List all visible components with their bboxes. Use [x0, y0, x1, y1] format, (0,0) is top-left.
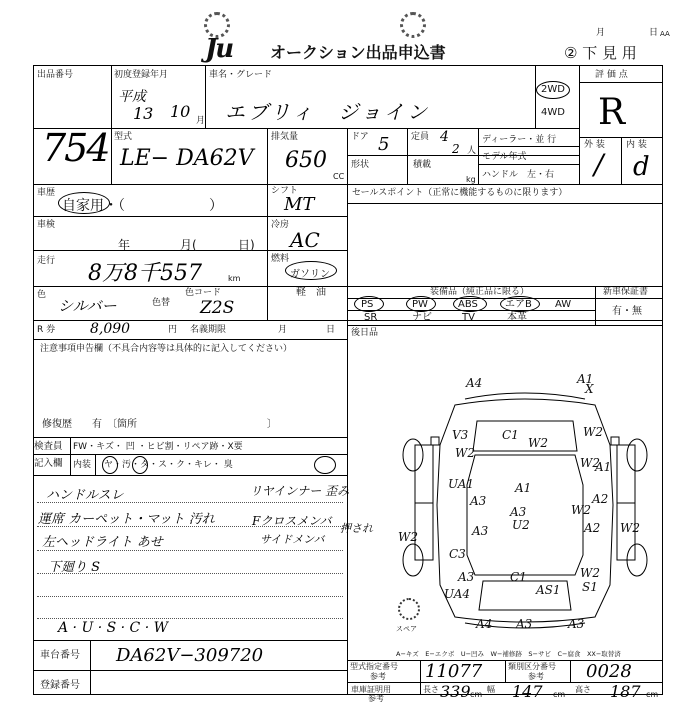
sales-point-label: セールスポイント（正常に機能するものに限ります） [352, 188, 568, 198]
fuel-options: 軽 油 [296, 287, 326, 298]
damage-mark: UA1 [448, 477, 475, 491]
date-aa-label: AA [660, 30, 670, 38]
damage-mark: A3 [516, 617, 533, 631]
era-value: 平成 [118, 89, 146, 105]
damage-mark: C1 [502, 428, 519, 442]
damage-mark: V3 [452, 428, 469, 442]
damage-mark: UA4 [444, 587, 471, 601]
year-value: 13 [133, 104, 154, 123]
damage-mark: A3 [510, 505, 527, 519]
r-ken-value: 8,090 [90, 321, 131, 337]
dealer-label: ディーラー・並 行 [482, 135, 557, 145]
equip-leather[interactable]: 本革 [507, 312, 527, 323]
drive-4wd-option[interactable]: 4WD [541, 107, 565, 118]
damage-mark: A4 [466, 376, 483, 390]
first-reg-label: 初度登録年月 [114, 70, 169, 80]
warranty-options: 有・無 [612, 306, 642, 317]
capacity-value: 4 [440, 129, 449, 145]
recycle-deadline-label: 名義期限 [190, 325, 227, 335]
damage-mark: A1 [577, 372, 594, 386]
damage-mark: A3 [470, 494, 487, 508]
model-desig-ref: 参考 [370, 672, 386, 681]
model-desig-label: 型式指定番号 [350, 662, 398, 671]
interior-label: 内 装 [626, 140, 647, 150]
shape-label: 形状 [351, 160, 370, 170]
equip-sr[interactable]: SR [364, 312, 378, 323]
cert-label: 車庫証明用 [351, 685, 391, 694]
interior-value: d [633, 152, 650, 182]
model-desig-value: 11077 [425, 661, 483, 682]
cc-unit: CC [333, 172, 345, 181]
color-change-label: 色替 [152, 298, 171, 308]
yen-unit: 円 [168, 325, 178, 335]
damage-mark: C1 [510, 570, 527, 584]
height-value: 187 [610, 682, 641, 701]
fw-row: FW・キズ・ 凹 ・ヒビ割・リペア跡・X要 [73, 442, 243, 452]
model-value: LE− DA62V [120, 146, 254, 171]
damage-mark: AS1 [536, 583, 561, 597]
height-unit: cm [646, 690, 659, 699]
displacement-value: 650 [285, 148, 327, 173]
r-ken-label: R 券 [37, 325, 56, 335]
equip-airbag[interactable]: エアB [505, 299, 532, 310]
load-label: 積載 [413, 160, 432, 170]
notes-title: 注意事項申告欄（不具合内容等は具体的に記入してください） [40, 344, 293, 354]
note-right-3: サイドメンバ [260, 533, 325, 546]
equip-selected-circle [406, 296, 436, 312]
entry-label: 記入欄 [34, 458, 63, 469]
damage-mark: W2 [583, 425, 603, 439]
damage-mark: U2 [512, 518, 530, 532]
damage-mark: S1 [582, 580, 598, 594]
after-install-label: 後日品 [351, 328, 379, 338]
interior-row-label: 内装 [73, 460, 92, 470]
length-label: 長さ [423, 685, 439, 694]
form-title: オークション出品申込書 [270, 43, 446, 62]
equip-aw[interactable]: AW [555, 299, 572, 310]
km-unit: km [228, 274, 241, 283]
month-value: 10 [170, 102, 191, 121]
history-label: 車歴 [37, 188, 56, 198]
damage-mark: W2 [580, 456, 600, 470]
equip-pw[interactable]: PW [412, 299, 428, 310]
deadline-day-unit: 日 [326, 325, 336, 335]
capacity-alt-value: 2 [452, 142, 460, 156]
copy-label: ② 下 見 用 [564, 44, 637, 62]
width-value: 147 [512, 682, 543, 701]
note-line-3: 左ヘッドライト あせ [42, 535, 163, 550]
rating-value: R [598, 92, 626, 133]
drive-2wd-option[interactable]: 2WD [541, 84, 565, 95]
note-right-1: リヤインナー 歪み [250, 484, 350, 498]
note-line-2: 運席 カーペット・マット 汚れ [38, 512, 215, 527]
equipment-title: 装備品（純正品に限る） [430, 287, 530, 297]
ac-value: AC [290, 228, 320, 252]
capacity-unit: 人 [467, 146, 477, 156]
equip-ps[interactable]: PS [361, 299, 374, 310]
damage-legend: A−キズ E−エクボ U−凹み W−補修跡 S−サビ C−腐食 XX−取替済 [396, 650, 621, 658]
capacity-label: 定員 [411, 132, 430, 142]
chassis-value: DA62V−309720 [116, 645, 264, 666]
damage-mark: A3 [472, 524, 489, 538]
damage-mark: W2 [580, 566, 600, 580]
date-day-label: 日 [649, 28, 659, 38]
damage-mark: A4 [476, 617, 493, 631]
ac-label: 冷房 [271, 220, 290, 230]
note-right-4: 押され [340, 522, 373, 535]
insp-year-unit: 年 [118, 238, 131, 252]
repair-history: 修復歴 有 〔箇所 〕 [42, 419, 277, 430]
name-grade-label: 車名・グレード [209, 70, 273, 80]
logo: Ju [205, 34, 233, 64]
model-year-label: モデル年式 [482, 152, 527, 162]
damage-mark: W2 [455, 446, 475, 460]
history-selected-circle [58, 192, 110, 214]
color-code-label: 色コード [185, 288, 222, 298]
class-desig-value: 0028 [586, 661, 632, 682]
note-right-2: Fクロスメンバ [252, 514, 332, 528]
fuel-value: ガソリン [290, 269, 330, 280]
shift-label: シフト [271, 186, 299, 196]
damage-mark: W2 [620, 521, 640, 535]
damage-mark: X [585, 382, 594, 396]
kg-unit: kg [466, 175, 476, 184]
equip-tv[interactable]: TV [462, 312, 475, 323]
model-label: 型式 [114, 132, 133, 142]
drive-selected-circle [536, 81, 570, 99]
shift-value: MT [284, 194, 315, 215]
damage-mark: A2 [584, 521, 601, 535]
height-label: 高さ [575, 685, 591, 694]
doors-label: ドア [351, 132, 369, 142]
class-desig-label: 類別区分番号 [508, 662, 556, 671]
note-line-4: 下廻り S [48, 560, 101, 575]
mileage-value: 8万8千557 [88, 261, 202, 286]
lot-number-label: 出品番号 [37, 70, 74, 80]
damage-mark: A1 [595, 460, 612, 474]
exterior-value: / [594, 148, 604, 181]
damage-mark: A3 [458, 570, 475, 584]
spare-label: スペア [396, 625, 417, 633]
damage-mark: W2 [398, 530, 418, 544]
damage-mark: A2 [592, 492, 609, 506]
lot-number-value: 754 [42, 126, 109, 170]
hole-punch-icon [400, 12, 426, 38]
damage-mark: A3 [568, 617, 585, 631]
width-unit: cm [553, 690, 566, 699]
damage-mark: W2 [571, 503, 591, 517]
equip-navi[interactable]: ナビ [412, 312, 432, 323]
damage-mark: C3 [449, 547, 466, 561]
exterior-label: 外 装 [584, 140, 605, 150]
inspector-label: 検査員 [34, 441, 63, 452]
interior-circle-3 [314, 456, 336, 474]
interior-row: ヤ・汚・タ・ス・ク・キレ・ 臭 [104, 460, 233, 470]
note-line-1: ハンドルスレ [46, 488, 124, 503]
date-month-label: 月 [596, 28, 606, 38]
color-label: 色 [37, 290, 47, 300]
interior-circle-1 [102, 456, 118, 474]
equip-selected-circle [500, 296, 540, 312]
chassis-label: 車台番号 [40, 650, 80, 661]
class-desig-ref: 参考 [528, 672, 544, 681]
spare-tire-icon [398, 598, 420, 620]
interior-circle-2 [132, 456, 148, 474]
equip-selected-circle [354, 296, 384, 312]
deadline-month-unit: 月 [278, 325, 288, 335]
damage-mark: A1 [515, 481, 532, 495]
inspection-label: 車検 [37, 220, 56, 230]
history-options: 自家用・（ ） [62, 198, 223, 214]
doors-value: 5 [378, 134, 390, 155]
handle-label: ハンドル 左・右 [482, 170, 555, 180]
color-value: シルバー [58, 297, 117, 315]
length-value: 339 [440, 682, 471, 701]
insp-day-unit: 日) [238, 238, 255, 252]
length-unit: cm [470, 690, 483, 699]
reg-no-label: 登録番号 [40, 680, 80, 691]
cert-ref: 参考 [368, 694, 384, 703]
equip-abs[interactable]: ABS [458, 299, 478, 310]
warranty-label: 新車保証書 [603, 287, 649, 297]
damage-mark: W2 [528, 436, 548, 450]
displacement-label: 排気量 [271, 132, 299, 142]
fuel-label: 燃料 [271, 254, 290, 264]
equip-selected-circle [453, 296, 487, 312]
damage-types-line: A · U · S · C · W [58, 620, 169, 636]
month-unit: 月 [196, 116, 206, 126]
name-grade-value: エブリィ ジョイン [225, 100, 430, 124]
mileage-label: 走行 [37, 256, 56, 266]
color-code-value: Z2S [200, 298, 235, 318]
fuel-selected-circle [285, 261, 337, 280]
rating-label: 評 価 点 [595, 70, 628, 80]
insp-month-unit: 月( [180, 238, 197, 252]
width-label: 幅 [487, 685, 495, 694]
